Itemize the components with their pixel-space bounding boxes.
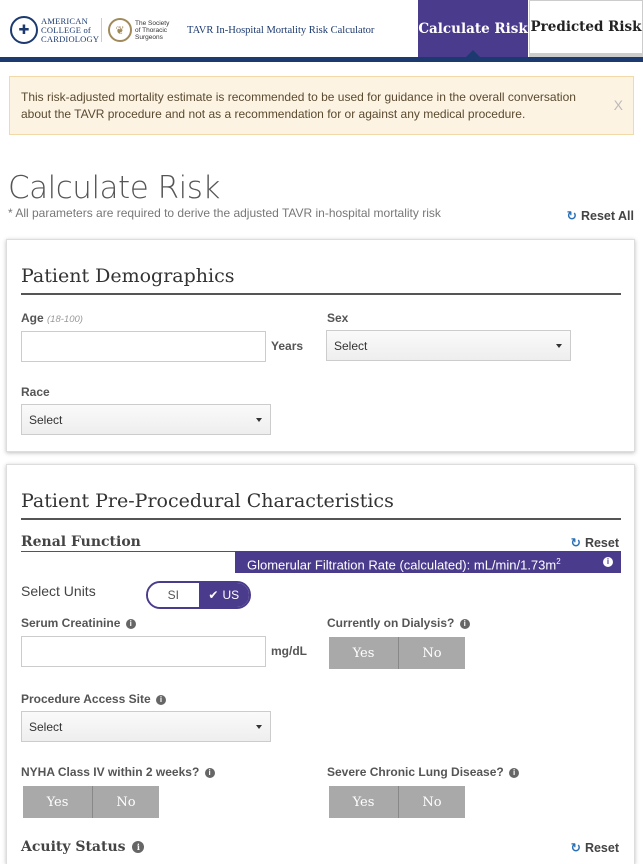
serum-creatinine-label [21,616,136,630]
select-units-label: Select Units [21,583,96,599]
reset-icon: ↻ [570,841,581,855]
tab-calculate-risk-label: Calculate Risk [418,20,528,37]
acc-seal-icon: ✚ [10,16,38,44]
close-icon[interactable]: X [613,97,623,113]
page-title: Calculate Risk [8,170,220,206]
caret-down-icon [556,344,562,348]
tab-calculate-risk[interactable] [418,0,528,57]
sex-label: Sex [327,311,349,325]
info-icon[interactable]: i [132,841,144,853]
lung-disease-text: Severe Chronic Lung Disease? [327,765,504,779]
app-title: TAVR In-Hospital Mortality Risk Calculator [187,24,375,36]
acc-logo-text: AMERICAN COLLEGE of CARDIOLOGY [41,15,100,44]
reset-all-label: Reset All [580,209,634,223]
logos [10,14,374,46]
lung-disease-toggle [329,786,465,818]
nyha-label-text: NYHA Class IV within 2 weeks? [21,765,200,779]
nyha-label [21,765,215,779]
alert-text: This risk-adjusted mortality estimate is recommended to be used for guidance in the overall conversation about the TAVR procedure and not as a recommendation for or against any medical procedure. [21,90,576,121]
logo-divider [101,18,102,42]
nyha-toggle [23,786,159,818]
acuity-reset-label: Reset [584,841,619,855]
age-range-hint: (18-100) [47,314,83,325]
info-icon[interactable]: i [126,619,136,629]
dialysis-label-text: Currently on Dialysis? [327,616,455,630]
gfr-text: Glomerular Filtration Rate (calculated): mL/min/1.73m [247,557,557,573]
renal-reset-label: Reset [584,536,619,550]
dialysis-toggle [329,637,465,669]
sex-select[interactable] [326,330,571,361]
access-site-value: Select [29,720,63,734]
tab-predicted-risk-label: Predicted Risk [530,19,642,35]
unit-us-option[interactable] [199,583,250,607]
nyha-yes-button[interactable]: Yes [23,786,93,818]
patient-demographics-card [6,239,635,452]
access-site-label [21,692,166,706]
dialysis-no-button[interactable]: No [399,637,465,669]
gfr-superscript: 2 [556,557,561,566]
unit-toggle[interactable] [146,581,251,609]
age-unit: Years [271,339,304,353]
age-label [21,311,83,325]
caret-down-icon [256,725,262,729]
reset-all-button[interactable] [566,208,634,223]
demographics-heading: Patient Demographics [21,265,621,295]
access-site-text: Procedure Access Site [21,692,151,706]
lung-no-button[interactable]: No [399,786,465,818]
lung-yes-button[interactable]: Yes [329,786,399,818]
info-icon[interactable]: i [460,619,470,629]
check-icon: ✔ [208,588,219,602]
renal-function-heading: Renal Function [21,534,141,550]
access-site-select[interactable] [21,711,271,742]
required-note: * All parameters are required to derive the adjusted TAVR in-hospital mortality risk [8,206,441,220]
caret-down-icon [256,418,262,422]
reset-icon: ↻ [566,209,577,223]
sts-logo-text: The Society of Thoracic Surgeons [135,19,170,41]
age-label-text: Age [21,311,44,325]
info-icon[interactable]: i [205,768,215,778]
creatinine-unit: mg/dL [271,644,307,658]
nyha-no-button[interactable]: No [93,786,159,818]
tab-predicted-risk[interactable] [529,0,643,57]
acuity-status-heading [21,839,144,855]
info-icon[interactable]: i [603,557,613,567]
unit-us-label: US [222,588,240,602]
sex-select-value: Select [334,339,368,353]
pre-procedural-heading: Patient Pre-Procedural Characteristics [21,490,621,520]
race-select[interactable] [21,404,271,435]
disclaimer-alert [9,76,634,135]
unit-si-option[interactable]: SI [148,583,199,607]
acuity-status-text: Acuity Status [21,839,126,855]
age-input[interactable] [21,331,266,362]
renal-reset-button[interactable] [570,535,619,550]
dialysis-label [327,616,470,630]
sts-seal-icon: ❦ [108,18,132,42]
race-label: Race [21,385,50,399]
active-tab-notch [466,50,480,57]
serum-creatinine-text: Serum Creatinine [21,616,121,630]
race-select-value: Select [29,413,63,427]
renal-divider [21,551,235,552]
serum-creatinine-input[interactable] [21,636,266,667]
info-icon[interactable]: i [509,768,519,778]
reset-icon: ↻ [570,536,581,550]
info-icon[interactable]: i [156,695,166,705]
acuity-reset-button[interactable] [570,840,619,855]
gfr-banner [235,551,621,573]
lung-disease-label [327,765,519,779]
pre-procedural-card [6,464,635,864]
dialysis-yes-button[interactable]: Yes [329,637,399,669]
